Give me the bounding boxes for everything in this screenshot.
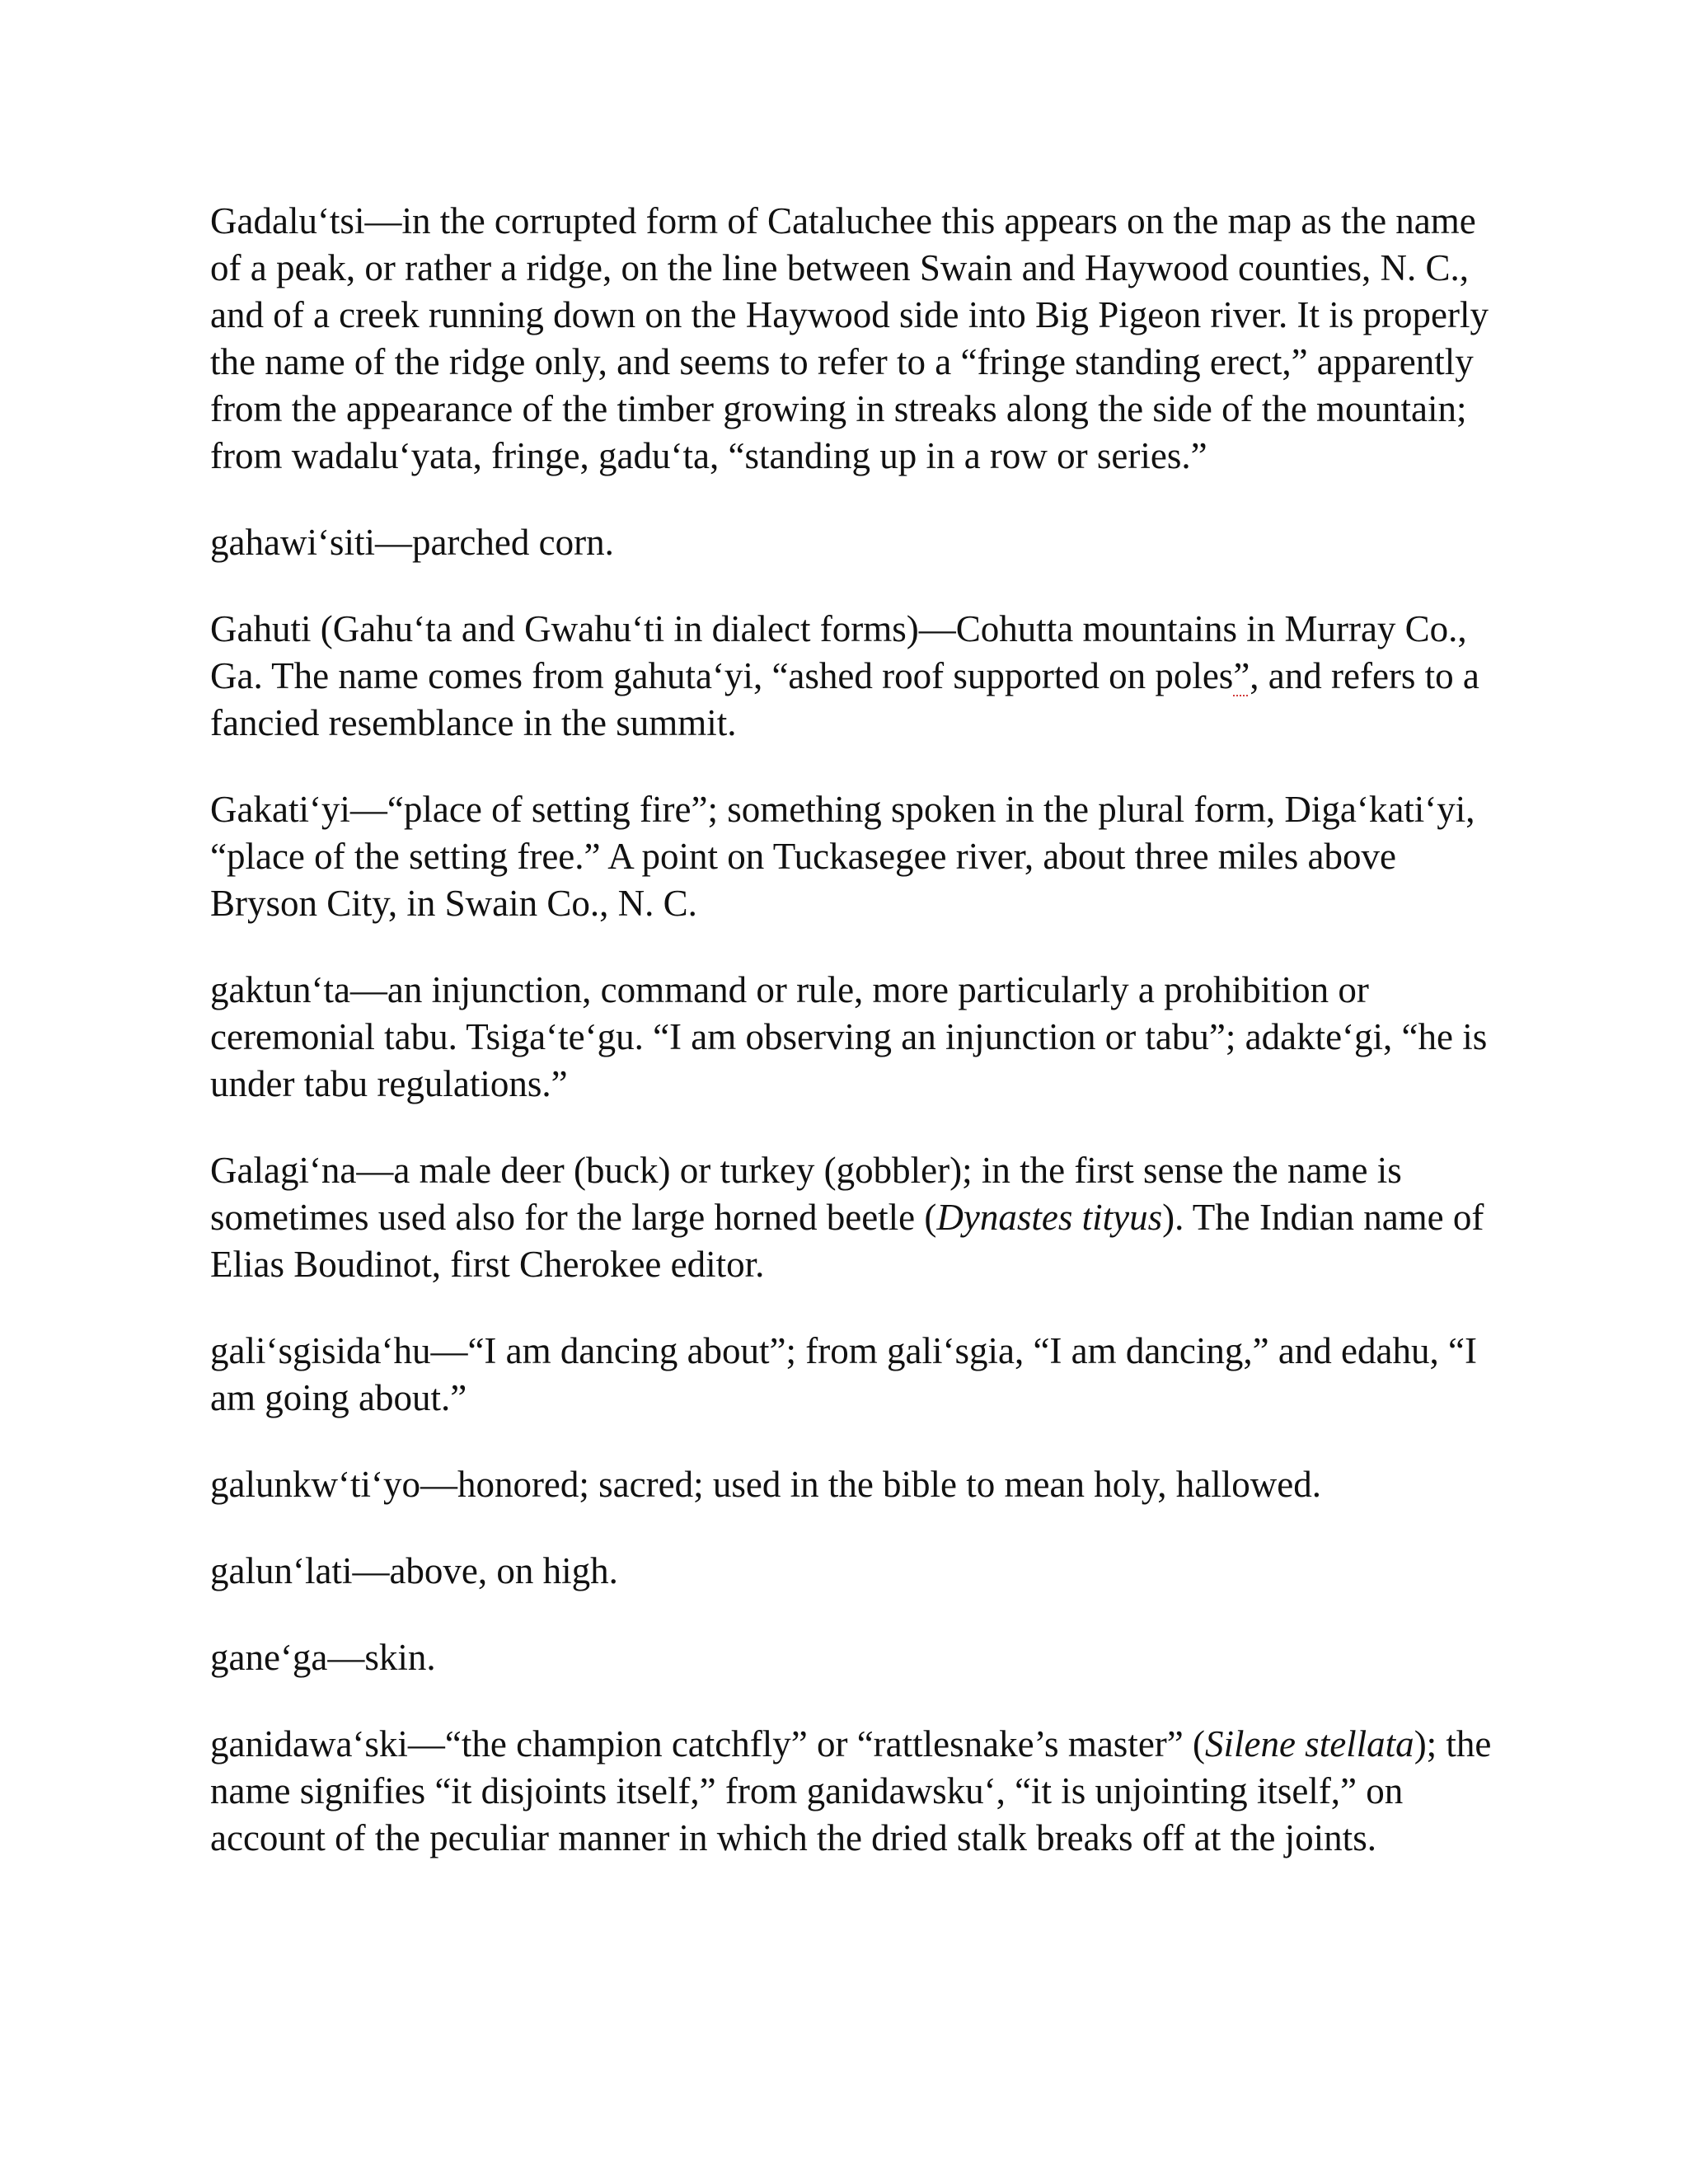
italic-term: Silene stellata [1204,1723,1414,1765]
entry-text: galun‘lati—above, on high. [210,1550,618,1591]
entry-text: , and refers to a fancied resemblance in the summit. [210,655,1479,743]
entry-text: gaktun‘ta—an injunction, command or rule, more particularly a prohibition or ceremonial tabu. Tsiga‘te‘gu. “I am observing an injunction or tabu”; adakte‘gi, “he is under tabu regulations.” [210,969,1488,1104]
entry-text: gahawi‘siti—parched corn. [210,522,614,563]
glossary-entry [210,198,1496,480]
italic-term: Dynastes tityus [936,1197,1163,1238]
glossary-entry [210,1147,1496,1288]
entry-text: Galagi‘na—a male deer (buck) or turkey (gobbler); in the first sense the name is sometimes used also for the large horned beetle ( [210,1150,1402,1238]
entry-text: gane‘ga—skin. [210,1637,436,1678]
glossary-entry [210,967,1496,1108]
entry-text: ); the name signifies “it disjoints itself,” from ganidawsku‘, “it is unjointing itself,” on account of the peculiar manner in which the dried stalk breaks off at the joints. [210,1723,1492,1858]
document-page [210,198,1496,1901]
glossary-entry [210,1548,1496,1595]
entry-text: ). The Indian name of Elias Boudinot, first Cherokee editor. [210,1197,1484,1285]
glossary-entry [210,1721,1496,1862]
entry-text: gali‘sgisida‘hu—“I am dancing about”; from gali‘sgia, “I am dancing,” and edahu, “I am going about.” [210,1330,1477,1418]
entry-text: galunkw‘ti‘yo—honored; sacred; used in the bible to mean holy, hallowed. [210,1464,1322,1505]
glossary-entry [210,1328,1496,1422]
glossary-entry [210,1461,1496,1508]
entry-text: ” [1233,655,1250,696]
glossary-entry [210,519,1496,566]
entry-text: Gadalu‘tsi—in the corrupted form of Cataluchee this appears on the map as the name of a peak, or rather a ridge, on the line between Swain and Haywood counties, N. C., and of a creek running down on the Haywood side into Big Pigeon river. It is properly the name of the ridge only, and seems to refer to a “fringe standing erect,” apparently from the appearance of the timber growing in streaks along the side of the mountain; from wadalu‘yata, fringe, gadu‘ta, “standing up in a row or series.” [210,200,1489,476]
entry-text: Gakati‘yi—“place of setting fire”; something spoken in the plural form, Diga‘kati‘yi, “place of the setting free.” A point on Tuckasegee river, about three miles above Bryson City, in Swain Co., N. C. [210,789,1475,924]
entry-text: Gahuti (Gahu‘ta and Gwahu‘ti in dialect forms)—Cohutta mountains in Murray Co., Ga. The name comes from gahuta‘yi, “ashed roof supported on poles [210,608,1467,696]
glossary-entry [210,1634,1496,1681]
glossary-entry [210,786,1496,927]
glossary-entry [210,606,1496,747]
glossary-entries [210,198,1496,1862]
entry-text: ganidawa‘ski—“the champion catchfly” or “rattlesnake’s master” ( [210,1723,1205,1765]
